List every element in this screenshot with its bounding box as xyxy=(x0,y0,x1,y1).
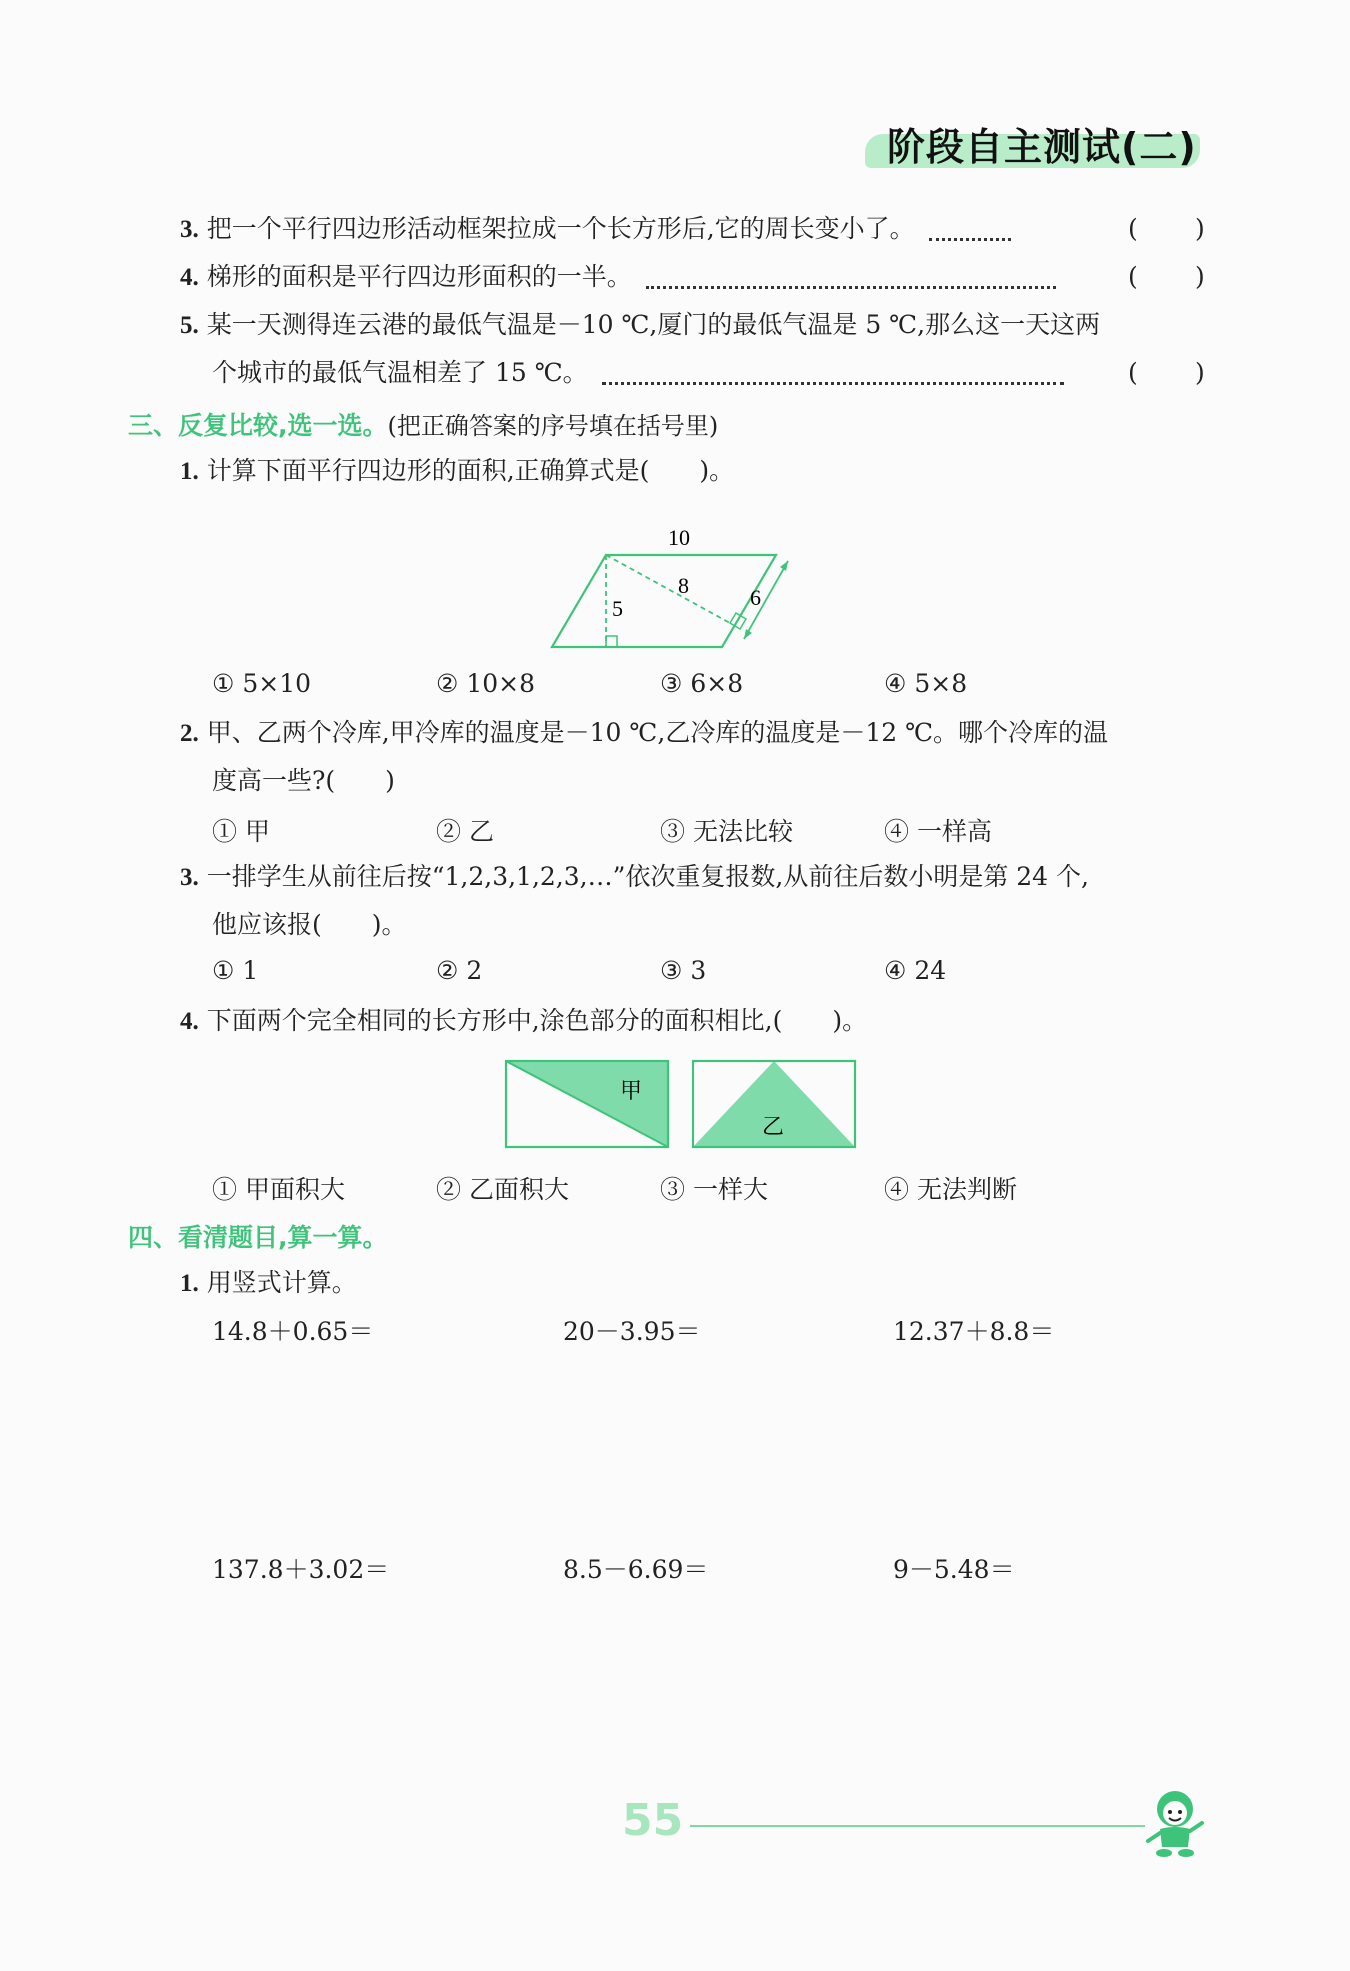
page-number: 55 xyxy=(622,1795,684,1846)
question-number: 3. xyxy=(180,864,199,891)
question-text: 下面两个完全相同的长方形中,涂色部分的面积相比,( )。 xyxy=(206,1006,868,1035)
judge-question-5-line2 xyxy=(212,356,1070,390)
label-height-8: 8 xyxy=(678,573,689,598)
answer-paren-open: ( xyxy=(1128,214,1138,243)
choice-question-2-line2: 度高一些?( ) xyxy=(212,766,395,795)
arrow-head-bottom xyxy=(744,629,752,639)
question-text: 梯形的面积是平行四边形面积的一半。 xyxy=(206,262,632,291)
question-text: 用竖式计算。 xyxy=(206,1268,357,1297)
question-text: 计算下面平行四边形的面积,正确算式是( )。 xyxy=(206,456,735,485)
option-b: ② 乙面积大 xyxy=(436,1175,569,1204)
option-a: ① 1 xyxy=(212,956,259,985)
question-number: 1. xyxy=(180,1270,199,1297)
choice-question-3-line2: 他应该报( )。 xyxy=(212,910,407,939)
calc-expression-3: 12.37＋8.8＝ xyxy=(893,1317,1055,1346)
option-a: ① 甲面积大 xyxy=(212,1175,345,1204)
rectangles-figure xyxy=(500,1055,862,1155)
leader-dots xyxy=(929,220,1011,241)
section-3-heading xyxy=(128,406,718,442)
choice-question-2 xyxy=(180,716,1108,751)
calc-question-1 xyxy=(180,1266,357,1301)
parallelogram-figure xyxy=(540,515,810,655)
choice-question-1 xyxy=(180,454,734,489)
question-number: 3. xyxy=(180,216,199,243)
option-d: ④ 5×8 xyxy=(884,669,968,698)
answer-paren-close: ) xyxy=(1195,262,1205,291)
option-b: ② 10×8 xyxy=(436,669,536,698)
question-text: 一排学生从前往后按“1,2,3,1,2,3,…”依次重复报数,从前往后数小明是第 24 个, xyxy=(206,862,1089,891)
option-c: ③ 无法比较 xyxy=(660,817,793,846)
answer-paren-open: ( xyxy=(1128,358,1138,387)
question-text: 某一天测得连云港的最低气温是－10 ℃,厦门的最低气温是 5 ℃,那么这一天这两 xyxy=(206,310,1101,339)
answer-paren-close: ) xyxy=(1195,358,1205,387)
answer-paren-open: ( xyxy=(1128,262,1138,291)
label-side-6: 6 xyxy=(750,585,761,610)
section-note: (把正确答案的序号填在括号里) xyxy=(387,412,719,440)
question-text: 个城市的最低气温相差了 15 ℃。 xyxy=(212,358,588,387)
question-number: 4. xyxy=(180,1008,199,1035)
question-number: 2. xyxy=(180,720,199,747)
option-c: ③ 一样大 xyxy=(660,1175,768,1204)
mascot-icon xyxy=(1140,1785,1210,1865)
option-d: ④ 24 xyxy=(884,956,947,985)
option-a: ① 5×10 xyxy=(212,669,312,698)
option-d: ④ 一样高 xyxy=(884,817,992,846)
question-number: 5. xyxy=(180,312,199,339)
option-b: ② 2 xyxy=(436,956,483,985)
question-number: 4. xyxy=(180,264,199,291)
calc-expression-1: 14.8＋0.65＝ xyxy=(212,1317,374,1346)
question-text: 甲、乙两个冷库,甲冷库的温度是－10 ℃,乙冷库的温度是－12 ℃。哪个冷库的温 xyxy=(206,718,1109,747)
section-4-heading: 四、看清题目,算一算。 xyxy=(128,1223,388,1252)
parallelogram-shape xyxy=(552,555,776,647)
calc-expression-4: 137.8＋3.02＝ xyxy=(212,1555,390,1584)
question-text: 把一个平行四边形活动框架拉成一个长方形后,它的周长变小了。 xyxy=(206,214,915,243)
leader-dots xyxy=(646,268,1056,289)
choice-question-3 xyxy=(180,860,1089,895)
judge-question-5 xyxy=(180,308,1100,343)
choice-question-4 xyxy=(180,1004,867,1039)
calc-expression-2: 20－3.95＝ xyxy=(563,1317,701,1346)
option-d: ④ 无法判断 xyxy=(884,1175,1017,1204)
label-base-10: 10 xyxy=(668,525,690,550)
leader-dots xyxy=(602,364,1064,385)
footer-line xyxy=(690,1825,1145,1827)
label-yi: 乙 xyxy=(762,1115,785,1140)
calc-expression-6: 9－5.48＝ xyxy=(893,1555,1015,1584)
arrow-head-top xyxy=(780,561,788,571)
option-b: ② 乙 xyxy=(436,817,494,846)
calc-expression-5: 8.5－6.69＝ xyxy=(563,1555,709,1584)
question-number: 1. xyxy=(180,458,199,485)
judge-question-3 xyxy=(180,212,1017,247)
perpendicular-dashed-line xyxy=(606,555,730,623)
right-angle-mark xyxy=(606,636,617,647)
answer-paren-close: ) xyxy=(1195,214,1205,243)
page-title: 阶段自主测试(二) xyxy=(887,125,1197,169)
option-c: ③ 6×8 xyxy=(660,669,744,698)
section-title: 三、反复比较,选一选。 xyxy=(128,411,388,440)
option-a: ① 甲 xyxy=(212,817,270,846)
label-jia: 甲 xyxy=(620,1079,643,1104)
judge-question-4 xyxy=(180,260,1062,295)
option-c: ③ 3 xyxy=(660,956,707,985)
page-header xyxy=(865,112,1205,172)
label-height-5: 5 xyxy=(612,596,623,621)
